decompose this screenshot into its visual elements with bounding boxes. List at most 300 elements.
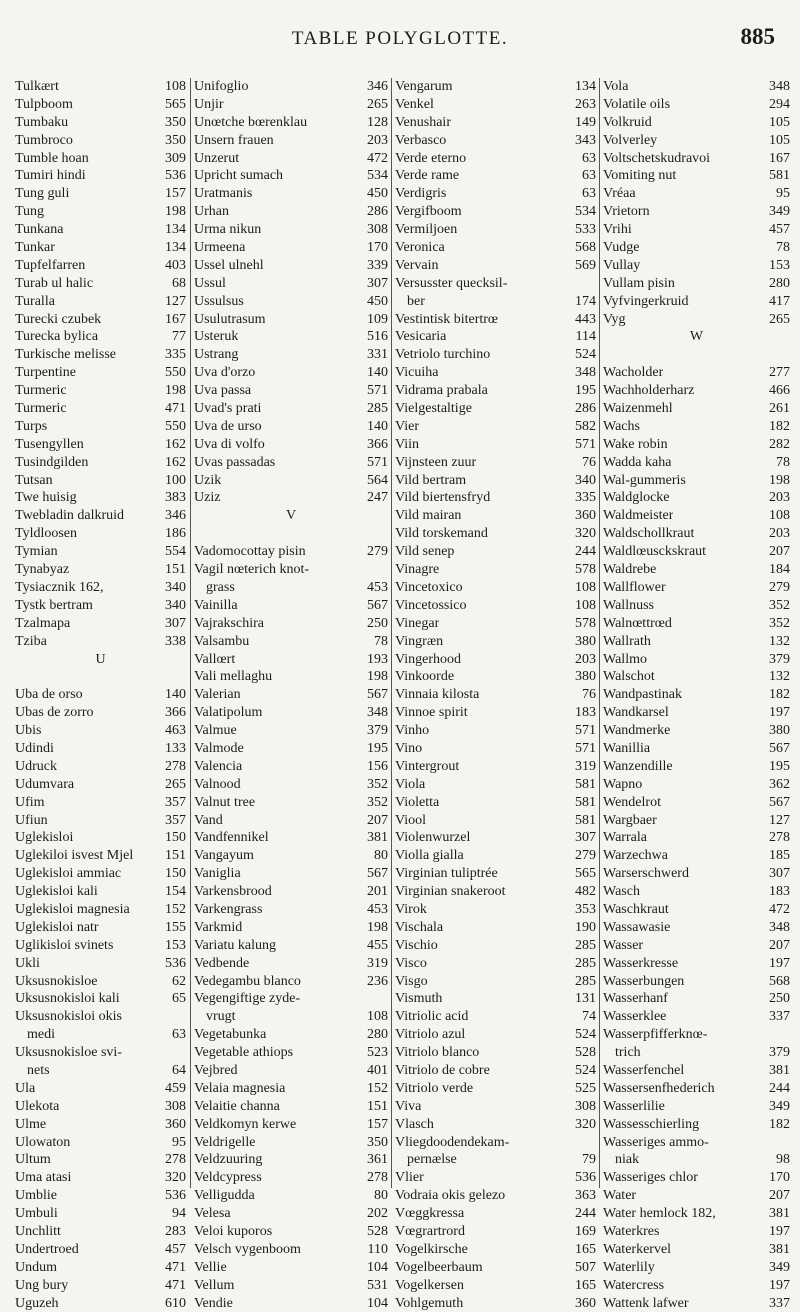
index-entry [12,990,189,1008]
entry-page-number: 565 [165,96,186,112]
entry-page-number: 360 [575,1295,596,1311]
index-entry [191,400,391,418]
entry-term: Vegengiftige zyde- [194,991,301,1007]
index-entry [12,812,189,830]
entry-page-number: 361 [367,1152,388,1168]
entry-page-number: 198 [769,472,790,488]
index-entry [12,883,189,901]
entry-term: Vullam pisin [603,275,675,291]
index-entry [392,507,599,525]
index-entry [12,1241,189,1259]
index-entry [392,293,599,311]
entry-page-number: 567 [367,687,388,703]
index-entry [600,489,793,507]
index-entry [191,311,391,329]
entry-page-number: 286 [575,401,596,417]
index-entry [392,364,599,382]
entry-page-number: 278 [165,758,186,774]
entry-page-number: 162 [165,436,186,452]
entry-term: Urhan [194,204,229,220]
index-entry [191,382,391,400]
entry-page-number: 338 [165,633,186,649]
entry-term: Vejbred [194,1062,238,1078]
entry-page-number: 279 [575,848,596,864]
entry-term: Wachholderharz [603,383,695,399]
entry-term: Tulpboom [15,96,73,112]
entry-page-number: 185 [769,848,790,864]
entry-term: Wallmo [603,651,647,667]
entry-page-number: 282 [769,436,790,452]
index-entry [600,633,793,651]
index-entry [191,1062,391,1080]
index-entry [392,901,599,919]
entry-page-number: 76 [582,687,596,703]
entry-page-number: 472 [367,150,388,166]
entry-term: Turmeric [15,401,67,417]
index-column-1 [12,78,189,1311]
entry-term: Vyfvingerkruid [603,293,689,309]
entry-page-number: 100 [165,472,186,488]
entry-page-number: 195 [575,383,596,399]
entry-term: Wandmerke [603,723,671,739]
entry-term: Waterkervel [603,1241,672,1257]
index-entry [191,615,391,633]
index-entry [191,919,391,937]
index-entry [191,96,391,114]
entry-term: trich [615,1045,641,1061]
index-entry [191,275,391,293]
index-entry [392,615,599,633]
entry-term: Uglikisloi svinets [15,937,114,953]
entry-page-number: 523 [367,1045,388,1061]
entry-page-number: 64 [172,1062,186,1078]
index-entry [12,1277,189,1295]
index-entry [600,722,793,740]
index-entry [191,990,391,1008]
entry-page-number: 183 [575,705,596,721]
entry-page-number: 346 [367,79,388,94]
index-entry [191,1098,391,1116]
index-entry [12,937,189,955]
index-entry [392,1134,599,1152]
entry-page-number: 507 [575,1259,596,1275]
entry-page-number: 308 [165,1098,186,1114]
entry-term: Tusindgilden [15,454,89,470]
entry-page-number: 263 [575,96,596,112]
index-entry [392,1169,599,1187]
entry-term: Ultum [15,1152,51,1168]
index-entry [600,454,793,472]
index-entry [600,597,793,615]
entry-page-number: 380 [575,669,596,685]
index-entry [12,704,189,722]
entry-page-number: 379 [367,723,388,739]
index-entry [600,579,793,597]
entry-term: Viool [395,812,427,828]
entry-page-number: 236 [367,973,388,989]
entry-term: Uglekisloi magnesia [15,901,130,917]
index-entry [12,507,189,525]
index-entry [191,704,391,722]
index-entry [12,1098,189,1116]
entry-term: Unjir [194,96,224,112]
index-entry [392,78,599,96]
entry-page-number: 105 [769,114,790,130]
index-entry [12,865,189,883]
index-entry [600,543,793,561]
entry-page-number: 357 [165,812,186,828]
entry-page-number: 472 [769,901,790,917]
index-entry [12,1044,189,1062]
entry-page-number: 610 [165,1295,186,1311]
entry-term: Vidrama prabala [395,383,488,399]
entry-term: Tumble hoan [15,150,89,166]
index-entry [12,203,189,221]
entry-term: Velesa [194,1206,231,1222]
index-entry [600,436,793,454]
index-entry [191,328,391,346]
index-entry [12,1080,189,1098]
entry-page-number: 571 [575,436,596,452]
entry-term: ber [407,293,425,309]
entry-page-number: 381 [367,830,388,846]
index-entry [392,221,599,239]
entry-term: Ulekota [15,1098,60,1114]
entry-page-number: 250 [769,991,790,1007]
entry-term: Vogelkirsche [395,1241,468,1257]
entry-page-number: 153 [769,257,790,273]
index-entry [191,812,391,830]
entry-term: Uziz [194,490,221,506]
index-entry [600,275,793,293]
entry-page-number: 62 [172,973,186,989]
entry-page-number: 244 [575,1206,596,1222]
entry-page-number: 417 [769,293,790,309]
entry-term: Vréaa [603,186,636,202]
index-entry [600,686,793,704]
index-entry [191,1277,391,1295]
entry-page-number: 307 [165,615,186,631]
entry-term: Vitriolic acid [395,1009,469,1025]
index-entry [392,311,599,329]
index-entry [392,776,599,794]
index-entry [600,740,793,758]
index-entry [600,114,793,132]
entry-term: Vestintisk bitertrœ [395,311,499,327]
entry-page-number: 453 [367,901,388,917]
entry-page-number: 349 [769,1098,790,1114]
entry-page-number: 340 [575,472,596,488]
index-entry [600,185,793,203]
entry-page-number: 571 [367,383,388,399]
entry-term: Violenwurzel [395,830,471,846]
index-entry [600,472,793,490]
index-entry [600,1169,793,1187]
entry-page-number: 150 [165,866,186,882]
entry-term: Uva di volfo [194,436,265,452]
entry-term: Voltschetskudravoi [603,150,711,166]
entry-term: Wasserkresse [603,955,679,971]
entry-term: Tumbaku [15,114,69,130]
entry-term: Vodraia okis gelezo [395,1188,506,1204]
entry-term: Unchlitt [15,1224,61,1239]
entry-page-number: 381 [769,1062,790,1078]
entry-term: Unzerut [194,150,240,166]
entry-page-number: 349 [769,204,790,220]
entry-page-number: 78 [374,633,388,649]
entry-page-number: 197 [769,955,790,971]
index-entry [191,436,391,454]
entry-term: Uzik [194,472,222,488]
index-entry [12,794,189,812]
entry-page-number: 471 [165,1259,186,1275]
index-entry [191,1259,391,1277]
entry-page-number: 110 [367,1241,388,1257]
entry-term: Urma nikun [194,222,262,238]
index-entry [600,1098,793,1116]
entry-term: Violetta [395,794,440,810]
index-entry [392,1187,599,1205]
entry-page-number: 80 [374,848,388,864]
entry-page-number: 108 [165,79,186,94]
entry-page-number: 108 [575,579,596,595]
index-entry [392,955,599,973]
entry-page-number: 134 [575,79,596,94]
index-entry [392,686,599,704]
index-entry [600,1277,793,1295]
entry-page-number: 277 [769,365,790,381]
running-title: TABLE POLYGLOTTE. [291,28,509,49]
entry-term: Vola [603,79,629,94]
index-entry [12,346,189,364]
entry-term: Vinnoe spirit [395,705,468,721]
entry-page-number: 95 [776,186,790,202]
entry-term: Vincetossico [395,597,467,613]
entry-page-number: 278 [769,830,790,846]
entry-term: Verde eterno [395,150,467,166]
entry-page-number: 362 [769,776,790,792]
entry-term: Wake robin [603,436,668,452]
entry-page-number: 366 [165,705,186,721]
entry-page-number: 109 [367,311,388,327]
entry-term: Wassawasie [603,919,671,935]
index-entry [392,1062,599,1080]
index-entry [12,829,189,847]
entry-page-number: 140 [367,365,388,381]
entry-page-number: 152 [367,1080,388,1096]
entry-term: Vielgestaltige [395,401,472,417]
entry-page-number: 453 [367,579,388,595]
index-entry [600,525,793,543]
entry-term: Vinnaia kilosta [395,687,480,703]
index-entry [392,96,599,114]
entry-term: Tung [15,204,45,220]
index-entry [191,829,391,847]
index-entry [600,1223,793,1241]
index-entry [600,901,793,919]
index-entry [12,1187,189,1205]
entry-term: Vino [395,740,423,756]
index-column-4 [599,78,793,1311]
index-entry [392,668,599,686]
index-entry [600,794,793,812]
index-entry [12,489,189,507]
index-entry [600,400,793,418]
page-header [0,20,800,50]
entry-term: medi [27,1027,55,1043]
entry-page-number: 165 [575,1241,596,1257]
index-entry [600,1205,793,1223]
index-entry [600,1080,793,1098]
entry-page-number: 207 [769,544,790,560]
index-entry [600,150,793,168]
index-entry [392,812,599,830]
entry-page-number: 569 [575,257,596,273]
index-entry [392,418,599,436]
index-entry [12,758,189,776]
entry-term: Uksusnokisloe svi- [15,1045,122,1061]
entry-term: Warrala [603,830,647,846]
index-entry [191,937,391,955]
entry-term: Wasseriges ammo- [603,1134,709,1150]
entry-term: Ubas de zorro [15,705,94,721]
entry-term: Velaia magnesia [194,1080,286,1096]
index-entry [191,722,391,740]
index-entry [392,203,599,221]
index-entry [392,704,599,722]
entry-page-number: 350 [367,1134,388,1150]
index-entry [600,96,793,114]
entry-term: Udindi [15,740,54,756]
entry-page-number: 140 [165,687,186,703]
index-entry [392,1205,599,1223]
entry-page-number: 197 [769,1224,790,1239]
entry-page-number: 320 [575,526,596,542]
entry-page-number: 349 [769,1259,790,1275]
entry-term: Vintergrout [395,758,460,774]
entry-term: Vier [395,418,420,434]
index-entry [392,847,599,865]
entry-term: Waldlœusckskraut [603,544,707,560]
entry-term: Vicuiha [395,365,439,381]
entry-term: Veronica [395,240,445,256]
index-entry [12,1062,189,1080]
entry-term: Ula [15,1080,36,1096]
entry-term: Turalla [15,293,55,309]
index-entry [392,167,599,185]
entry-page-number: 380 [575,633,596,649]
entry-term: Vild bertram [395,472,467,488]
entry-term: Uvad's prati [194,401,262,417]
entry-page-number: 357 [165,794,186,810]
entry-term: Wallrath [603,633,651,649]
index-entry [600,507,793,525]
index-entry [392,1116,599,1134]
index-entry [191,78,391,96]
entry-term: Ung bury [15,1277,69,1293]
index-entry [12,150,189,168]
entry-term: Tysiacznik 162, [15,579,104,595]
index-entry [191,418,391,436]
index-entry [392,346,599,364]
index-entry [600,883,793,901]
entry-term: Volverley [603,132,658,148]
entry-term: Vitriolo blanco [395,1045,480,1061]
entry-page-number: 108 [769,508,790,524]
index-entry [12,275,189,293]
entry-term: Uratmanis [194,186,253,202]
entry-page-number: 207 [367,812,388,828]
index-entry [191,1223,391,1241]
entry-page-number: 134 [165,240,186,256]
index-entry [191,472,391,490]
index-entry [392,382,599,400]
entry-term: Wasserpfifferknœ- [603,1027,708,1043]
index-entry [191,847,391,865]
entry-page-number: 320 [165,1170,186,1186]
entry-term: Umbuli [15,1206,58,1222]
index-entry [392,651,599,669]
index-entry [191,794,391,812]
index-entry [392,1044,599,1062]
entry-term: Tziba [15,633,47,649]
entry-term: Ulowaton [15,1134,71,1150]
index-entry [191,865,391,883]
entry-term: Volatile oils [603,96,671,112]
entry-page-number: 132 [769,669,790,685]
entry-term: Vinho [395,723,430,739]
entry-term: Usulutrasum [194,311,266,327]
entry-term: Vangayum [194,848,254,864]
index-entry [600,346,793,364]
entry-term: Umblie [15,1188,57,1204]
index-entry [600,239,793,257]
index-entry [191,776,391,794]
index-entry [600,364,793,382]
entry-page-number: 309 [165,150,186,166]
entry-page-number: 581 [769,168,790,184]
entry-term: Veldrigelle [194,1134,256,1150]
entry-page-number: 279 [367,544,388,560]
entry-term: Waterkres [603,1224,660,1239]
entry-term: Wasser [603,937,644,953]
entry-term: Vrihi [603,222,632,238]
index-entry [392,150,599,168]
entry-page-number: 105 [769,132,790,148]
entry-term: Uba de orso [15,687,83,703]
entry-term: Versusster quecksil- [395,275,508,291]
index-entry [392,1241,599,1259]
entry-term: Vesicaria [395,329,447,345]
entry-term: Vudge [603,240,640,256]
index-entry [191,597,391,615]
entry-term: Virginian tuliptrée [395,866,498,882]
entry-page-number: 550 [165,365,186,381]
entry-term: Violla gialla [395,848,464,864]
entry-page-number: 278 [367,1170,388,1186]
index-entry [12,633,189,651]
index-entry [12,311,189,329]
entry-term: Veldzuuring [194,1152,263,1168]
entry-page-number: 352 [769,597,790,613]
entry-page-number: 132 [769,633,790,649]
entry-page-number: 247 [367,490,388,506]
entry-page-number: 280 [769,275,790,291]
entry-page-number: 403 [165,257,186,273]
entry-page-number: 195 [769,758,790,774]
entry-page-number: 457 [769,222,790,238]
entry-page-number: 156 [367,758,388,774]
